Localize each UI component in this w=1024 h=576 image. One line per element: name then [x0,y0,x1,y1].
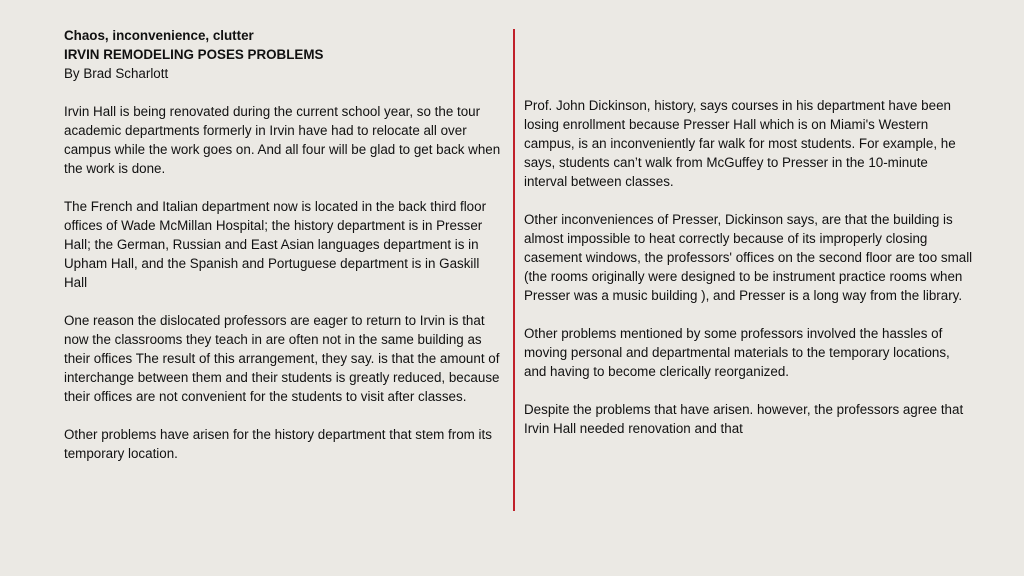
right-paragraph-4: Despite the problems that have arisen. however, the professors agree that Irvin Hall needed renovation and that [524,402,964,436]
left-paragraph-4: Other problems have arisen for the history department that stem from its temporary location. [64,427,492,461]
left-column [64,26,504,482]
article-kicker: Chaos, inconvenience, clutter [64,28,254,43]
left-paragraph-2: The French and Italian department now is located in the back third floor offices of Wade McMillan Hospital; the history department is in Presser Hall; the German, Russian and East Asian languages department is in Upham Hall, and the Spanish and Portuguese department is in Gaskill Hall [64,199,487,290]
right-paragraph-1: Prof. John Dickinson, history, says courses in his department have been losing enrollment because Presser Hall which is on Miami's Western campus, is an inconveniently far walk for most students. For example, he says, students can’t walk from McGuffey to Presser in the 10-minute interval between classes. [524,98,956,189]
right-paragraph-3: Other problems mentioned by some professors involved the hassles of moving personal and departmental materials to the temporary locations, and having to become clerically reorganized. [524,326,950,379]
left-paragraph-3: One reason the dislocated professors are eager to return to Irvin is that now the classrooms they teach in are often not in the same building as their offices The result of this arrangement, they say. is that the amount of interchange between them and their students is greatly reduced, because their offices are not convenient for the students to visit after classes. [64,313,500,404]
right-column [524,96,974,457]
article-headline: IRVIN REMODELING POSES PROBLEMS [64,47,324,62]
right-paragraph-2: Other inconveniences of Presser, Dickinson says, are that the building is almost impossible to heat correctly because of its improperly closing casement windows, the professors' offices on the second floor are too small (the rooms originally were designed to be instrument practice rooms when Presser was a music building ), and Presser is a long way from the library. [524,212,973,303]
column-divider [513,29,515,511]
article-byline: By Brad Scharlott [64,66,169,81]
left-paragraph-1: Irvin Hall is being renovated during the current school year, so the tour academic departments formerly in Irvin have had to relocate all over campus while the work goes on. And all four will be glad to get back when the work is done. [64,104,501,176]
